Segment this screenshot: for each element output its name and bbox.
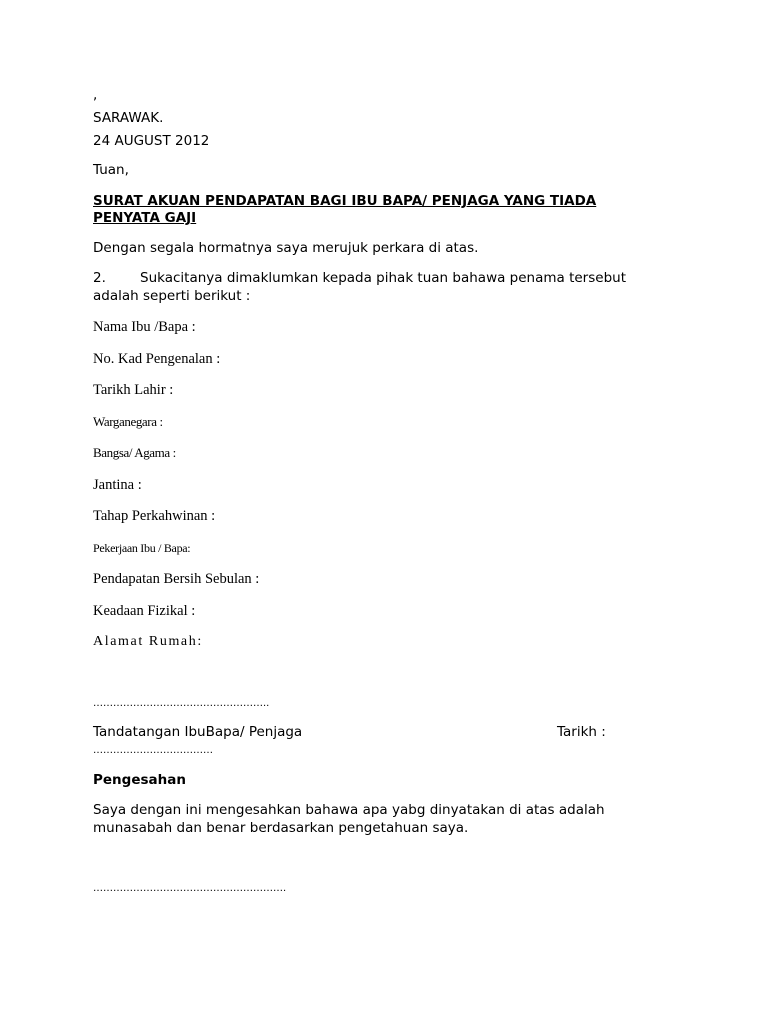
field-pekerjaan-label: Pekerjaan Ibu / Bapa: <box>93 541 191 555</box>
subject-line-2: PENYATA GAJI <box>93 210 197 226</box>
field-warganegara-label: Warganegara : <box>93 414 163 429</box>
field-bangsa-label: Bangsa/ Agama : <box>93 445 176 460</box>
field-perkahwinan-label: Tahap Perkahwinan : <box>93 508 216 524</box>
field-nama-label: Nama Ibu /Bapa : <box>93 319 196 335</box>
intro-paragraph: Dengan segala hormatnya saya merujuk perkara di atas. <box>93 240 479 256</box>
field-kad-label: No. Kad Pengenalan : <box>93 351 221 367</box>
paragraph-2-line-2: adalah seperti berikut : <box>93 288 251 304</box>
address-comma: , <box>93 87 98 103</box>
verification-text-line-1: Saya dengan ini mengesahkan bahawa apa yabg dinyatakan di atas adalah <box>93 802 605 818</box>
paragraph-number: 2. <box>93 270 106 286</box>
letter-date: 24 AUGUST 2012 <box>93 133 210 149</box>
subject-line-1: SURAT AKUAN PENDAPATAN BAGI IBU BAPA/ PENJAGA YANG TIADA <box>93 193 597 209</box>
tarikh-label: Tarikh : <box>557 724 606 740</box>
salutation: Tuan, <box>93 162 129 178</box>
tarikh-dots-line: ……………………………… <box>93 745 213 756</box>
verification-heading: Pengesahan <box>93 772 186 788</box>
address-state: SARAWAK. <box>93 110 164 126</box>
field-tarikh-lahir-label: Tarikh Lahir : <box>93 382 174 398</box>
field-pendapatan-label: Pendapatan Bersih Sebulan : <box>93 571 260 587</box>
paragraph-2-text: Sukacitanya dimaklumkan kepada pihak tuan bahawa penama tersebut <box>140 270 626 286</box>
signature-label: Tandatangan IbuBapa/ Penjaga <box>93 724 303 740</box>
field-fizikal-label: Keadaan Fizikal : <box>93 603 196 619</box>
verification-text-line-2: munasabah dan benar berdasarkan pengetahuan saya. <box>93 820 469 836</box>
signature-dots-line: …………………………………………….. <box>93 698 270 709</box>
paragraph-2-line-1 <box>93 269 626 287</box>
verification-dots-line: …………………………………………………. <box>93 883 287 894</box>
field-jantina-label: Jantina : <box>93 477 142 493</box>
field-alamat-label: Alamat Rumah: <box>93 634 203 649</box>
